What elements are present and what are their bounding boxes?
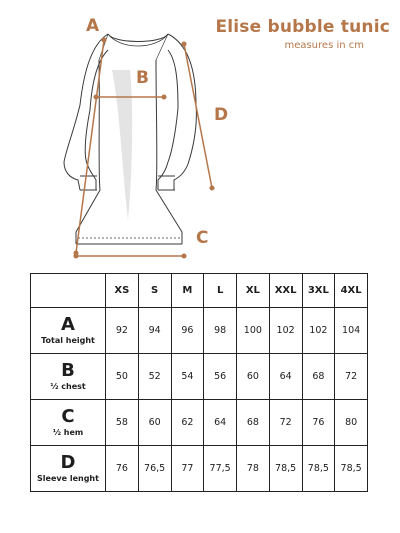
row-letter: B xyxy=(61,359,75,381)
page-subtitle: measures in cm xyxy=(284,40,364,51)
table-cell: 68 xyxy=(237,400,270,446)
table-cell: 100 xyxy=(237,308,270,354)
table-cell: 60 xyxy=(138,400,171,446)
table-cell: 78,5 xyxy=(302,446,335,492)
size-header-row xyxy=(31,274,368,308)
table-cell: 56 xyxy=(204,354,237,400)
table-cell: 80 xyxy=(335,400,368,446)
row-label: Total height xyxy=(41,335,95,345)
row-letter: D xyxy=(60,451,76,473)
size-header-s: S xyxy=(138,274,171,308)
table-cell: 72 xyxy=(335,354,368,400)
table-cell: 78 xyxy=(237,446,270,492)
measure-line-d xyxy=(184,44,212,188)
row-header-d xyxy=(31,446,106,492)
row-label: ½ chest xyxy=(50,381,86,391)
table-cell: 52 xyxy=(138,354,171,400)
tunic-shadow xyxy=(112,70,132,220)
size-header-3xl: 3XL xyxy=(302,274,335,308)
table-row xyxy=(31,400,368,446)
row-label: Sleeve lenght xyxy=(37,473,99,483)
size-header-4xl: 4XL xyxy=(335,274,368,308)
size-header-m: M xyxy=(171,274,204,308)
table-cell: 98 xyxy=(204,308,237,354)
size-header-xl: XL xyxy=(237,274,270,308)
row-letter: C xyxy=(61,405,75,427)
table-cell: 78,5 xyxy=(335,446,368,492)
table-cell: 77 xyxy=(171,446,204,492)
table-row xyxy=(31,308,368,354)
table-cell: 76 xyxy=(106,446,139,492)
table-cell: 77,5 xyxy=(204,446,237,492)
table-cell: 76 xyxy=(302,400,335,446)
size-header-xs: XS xyxy=(106,274,139,308)
table-cell: 92 xyxy=(106,308,139,354)
table-cell: 64 xyxy=(204,400,237,446)
table-cell: 72 xyxy=(269,400,302,446)
diagram-letter-b: B xyxy=(136,68,149,88)
table-cell: 102 xyxy=(302,308,335,354)
table-cell: 54 xyxy=(171,354,204,400)
table-corner xyxy=(31,274,106,308)
size-header-xxl: XXL xyxy=(269,274,302,308)
table-cell: 58 xyxy=(106,400,139,446)
table-cell: 96 xyxy=(171,308,204,354)
table-cell: 102 xyxy=(269,308,302,354)
row-header-a xyxy=(31,308,106,354)
table-cell: 94 xyxy=(138,308,171,354)
row-header-b xyxy=(31,354,106,400)
page-title: Elise bubble tunic xyxy=(215,17,390,37)
table-cell: 60 xyxy=(237,354,270,400)
table-cell: 50 xyxy=(106,354,139,400)
diagram-letter-a: A xyxy=(86,16,100,36)
table-cell: 62 xyxy=(171,400,204,446)
size-table xyxy=(30,273,368,492)
table-cell: 78,5 xyxy=(269,446,302,492)
table-cell: 68 xyxy=(302,354,335,400)
diagram-letter-d: D xyxy=(214,105,229,125)
table-row xyxy=(31,354,368,400)
diagram-letter-c: C xyxy=(196,228,209,248)
table-row xyxy=(31,446,368,492)
measure-line-a xyxy=(76,40,104,253)
table-cell: 76,5 xyxy=(138,446,171,492)
table-cell: 104 xyxy=(335,308,368,354)
row-letter: A xyxy=(61,313,75,335)
row-header-c xyxy=(31,400,106,446)
row-label: ½ hem xyxy=(52,427,84,437)
table-cell: 64 xyxy=(269,354,302,400)
size-header-l: L xyxy=(204,274,237,308)
